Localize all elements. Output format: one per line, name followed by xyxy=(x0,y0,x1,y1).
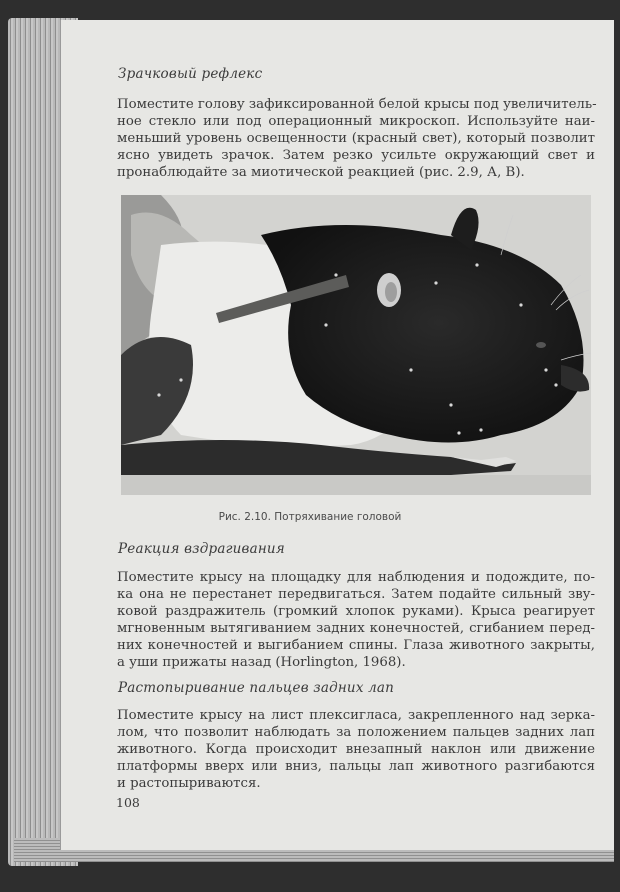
text-line: платформы вверх или вниз, пальцы лап животного разгибаются xyxy=(117,759,595,774)
text-line: Поместите голову зафиксированной белой крысы под увеличитель- xyxy=(117,97,597,112)
photo-rat-head-shaking xyxy=(121,195,591,495)
text-line: пронаблюдайте за миотической реакцией (рис. 2.9, А, В). xyxy=(117,165,525,180)
section-heading-startle-reaction: Реакция вздрагивания xyxy=(118,541,285,557)
text-line: а уши прижаты назад (Horlington, 1968). xyxy=(117,655,406,670)
text-line: животного. Когда происходит внезапный наклон или движение xyxy=(117,742,595,757)
text-line: мгновенным вытягиванием задних конечностей, сгибанием перед- xyxy=(117,621,595,636)
text-line: меньший уровень освещенности (красный свет), который позволит xyxy=(117,131,595,146)
text-line: ка она не перестанет передвигаться. Затем подайте сильный зву- xyxy=(117,587,595,602)
text-line: ковой раздражитель (громкий хлопок руками). Крыса реагирует xyxy=(117,604,595,619)
text-line: и растопыриваются. xyxy=(117,776,261,791)
paragraph-toe-spreading xyxy=(117,707,595,792)
paragraph-pupil-reflex xyxy=(117,96,595,181)
section-heading-toe-spreading: Растопыривание пальцев задних лап xyxy=(118,680,395,696)
figure-caption: Рис. 2.10. Потряхивание головой xyxy=(218,511,402,523)
text-line: Поместите крысу на площадку для наблюдения и подождите, по- xyxy=(117,570,595,585)
text-line: ясно увидеть зрачок. Затем резко усильте окружающий свет и xyxy=(117,148,595,163)
text-line: ное стекло или под операционный микроскоп. Используйте наи- xyxy=(117,114,595,129)
text-line: лом, что позволит наблюдать за положением пальцев задних лап xyxy=(117,725,595,740)
figure-photo xyxy=(121,195,591,495)
paragraph-startle-reaction xyxy=(117,569,595,671)
text-line: них конечностей и выгибанием спины. Глаза животного закрыты, xyxy=(117,638,595,653)
page-number: 108 xyxy=(116,795,140,810)
text-line: Поместите крысу на лист плексигласа, закрепленного над зерка- xyxy=(117,708,595,723)
section-heading-pupil-reflex: Зрачковый рефлекс xyxy=(118,66,263,82)
